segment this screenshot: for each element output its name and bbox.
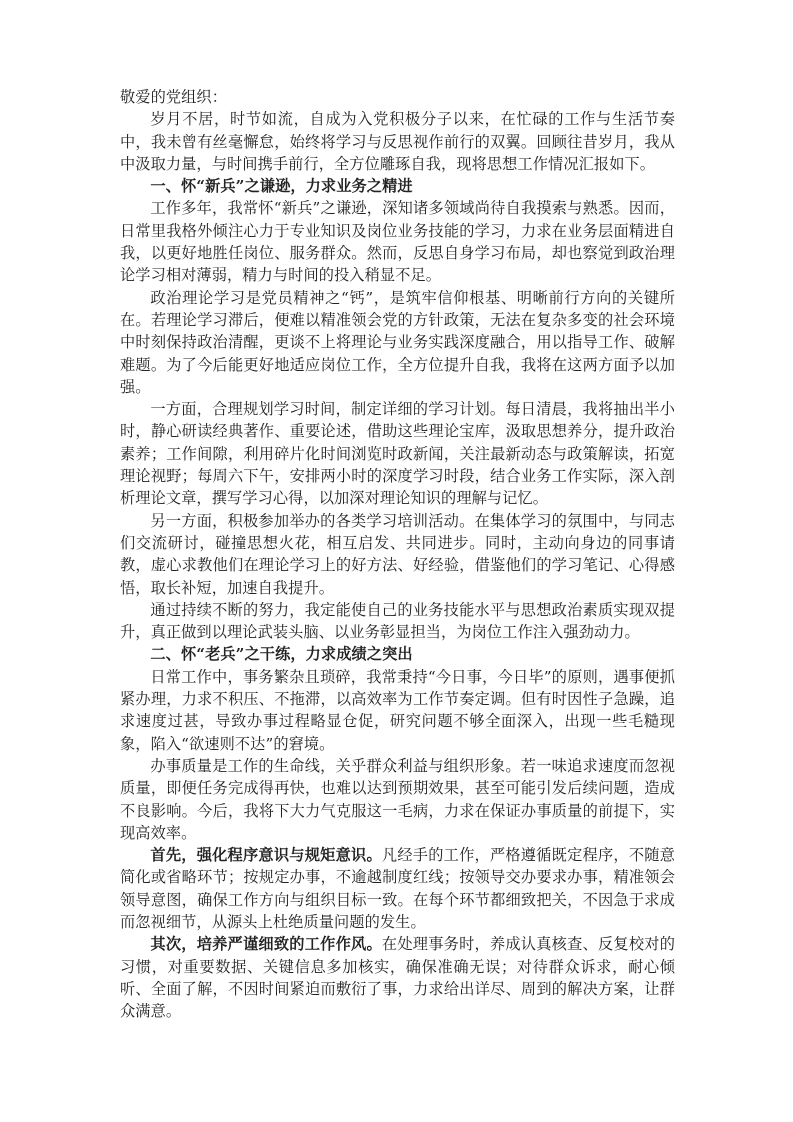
section-1-paragraph-5: 通过持续不断的努力，我定能使自己的业务技能水平与思想政治素质实现双提升，真正做到以理论武装头脑、以业务彰显担当，为岗位工作注入强劲动力。 [120, 600, 675, 642]
section-2-paragraph-3 [120, 844, 675, 933]
paragraph-4-lead: 其次，培养严谨细致的工作作风。 [150, 935, 382, 954]
paragraph-3-lead: 首先，强化程序意识与规矩意识。 [150, 846, 382, 865]
paragraph-3-body: 凡经手的工作，严格遵循既定程序，不随意简化或省略环节；按规定办事，不逾越制度红线；按领导交办要求办事，精准领会领导意图，确保工作方向与组织目标一致。在每个环节都细致把关，不因急于求成而忽视细节，从源头上杜绝质量问题的发生。 [120, 846, 676, 931]
section-1-heading: 一、怀“新兵”之谦逊，力求业务之精进 [150, 177, 413, 196]
section-2-paragraph-2: 办事质量是工作的生命线，关乎群众利益与组织形象。若一味追求速度而忽视质量，即便任务完成得再快，也难以达到预期效果，甚至可能引发后续问题，造成不良影响。今后，我将下大力气克服这一毛病，力求在保证办事质量的前提下，实现高效率。 [120, 756, 675, 842]
section-2-paragraph-1: 日常工作中，事务繁杂且琐碎，我常秉持“今日事，今日毕”的原则，遇事便抓紧办理，力求不积压、不拖滞，以高效率为工作节奏定调。但有时因性子急躁，追求速度过甚，导致办事过程略显仓促，研究问题不够全面深入，出现一些毛糙现象，陷入“欲速则不达”的窘境。 [120, 667, 675, 753]
document-body [120, 86, 675, 1022]
section-1-paragraph-1: 工作多年，我常怀“新兵”之谦逊，深知诸多领域尚待自我摸索与熟悉。因而，日常里我格外倾注心力于专业知识及岗位业务技能的学习，力求在业务层面精进自我，以更好地胜任岗位、服务群众。然而，反思自身学习布局，却也察觉到政治理论学习相对薄弱，精力与时间的投入稍显不足。 [120, 199, 675, 285]
section-1-paragraph-4: 另一方面，积极参加举办的各类学习培训活动。在集体学习的氛围中，与同志们交流研讨，碰撞思想火花，相互启发、共同进步。同时，主动向身边的同事请教，虚心求教他们在理论学习上的好方法、好经验，借鉴他们的学习笔记、心得感悟，取长补短，加速自我提升。 [120, 511, 675, 597]
paragraph-4-body: 在处理事务时，养成认真核查、反复校对的习惯，对重要数据、关键信息多加核实，确保准确无误；对待群众诉求，耐心倾听、全面了解，不因时间紧迫而敷衍了事，力求给出详尽、周到的解决方案，让群众满意。 [120, 935, 676, 1021]
section-1-paragraph-2: 政治理论学习是党员精神之“钙”，是筑牢信仰根基、明晰前行方向的关键所在。若理论学习滞后，便难以精准领会党的方针政策，无法在复杂多变的社会环境中时刻保持政治清醒，更谈不上将理论与业务实践深度融合，用以指导工作、破解难题。为了今后能更好地适应岗位工作，全方位提升自我，我将在这两方面予以加强。 [120, 288, 675, 396]
salutation: 敬爱的党组织： [120, 88, 228, 106]
section-2-heading: 二、怀“老兵”之干练，力求成绩之突出 [150, 645, 413, 664]
intro-paragraph: 岁月不居，时节如流，自成为入党积极分子以来，在忙碌的工作与生活节奏中，我未曾有丝毫懈怠，始终将学习与反思视作前行的双翼。回顾往昔岁月，我从中汲取力量，与时间携手前行，全方位雕琢自我，现将思想工作情况汇报如下。 [120, 110, 675, 173]
section-1-paragraph-3: 一方面，合理规划学习时间，制定详细的学习计划。每日清晨，我将抽出半小时，静心研读经典著作、重要论述，借助这些理论宝库，汲取思想养分，提升政治素养；工作间隙，利用碎片化时间浏览时政新闻，关注最新动态与政策解读，拓宽理论视野；每周六下午，安排两小时的深度学习时段，结合业务工作实际，深入剖析理论文章，撰写学习心得，以加深对理论知识的理解与记忆。 [120, 400, 675, 508]
section-2-paragraph-4 [120, 933, 675, 1022]
